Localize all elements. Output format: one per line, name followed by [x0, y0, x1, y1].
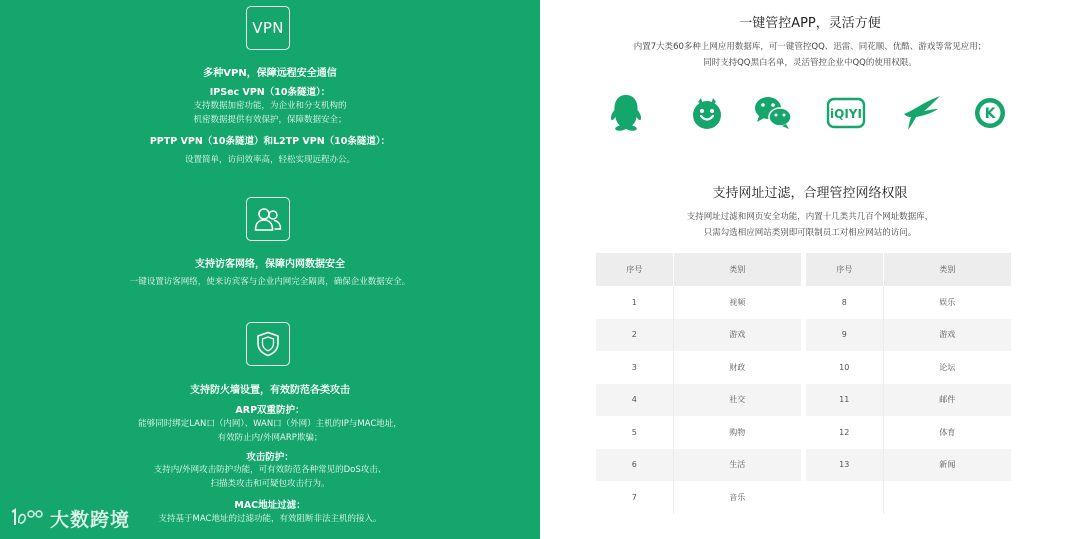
table-row	[596, 351, 801, 384]
firewall-title: 支持防火墙设置，有效防范各类攻击	[190, 385, 350, 396]
watermark-logo	[10, 505, 130, 532]
row-category: 生活	[673, 449, 801, 482]
table-row	[596, 416, 801, 449]
pptp-desc-line1: 设置简单，访问效率高，轻松实现远程办公。	[184, 155, 355, 165]
row-number: 3	[596, 351, 673, 384]
url-category-table-left	[596, 253, 801, 514]
qq-icon	[605, 92, 647, 134]
watermark-logo-mark	[10, 506, 46, 532]
vpn-icon-label: VPN	[252, 19, 284, 37]
vpn-title: 多种VPN，保障远程安全通信	[203, 68, 337, 79]
app-control-desc-line1: 内置7大类60多种上网应用数据库，可一键管控QQ、迅雷、同花顺、优酷、游戏等常见应用；	[633, 42, 987, 52]
row-category: 财政	[673, 351, 801, 384]
watermark-text: 大数跨境	[50, 509, 131, 531]
column-header-num: 序号	[806, 253, 883, 286]
url-category-table-right	[806, 253, 1011, 514]
table-row	[806, 481, 1011, 514]
row-category: 社交	[673, 384, 801, 417]
table-row	[806, 384, 1011, 417]
row-category: 音乐	[673, 481, 801, 514]
arp-desc-line2: 有效防止内/外网ARP欺骗；	[217, 433, 323, 443]
table-row	[596, 384, 801, 417]
row-category: 邮件	[883, 384, 1011, 417]
mac-desc-line1: 支持基于MAC地址的过滤功能，有效阻断非法主机的接入。	[158, 514, 382, 524]
row-category: 游戏	[673, 319, 801, 352]
arp-title: ARP双重防护：	[235, 405, 305, 416]
row-number: 8	[806, 286, 883, 319]
attack-desc-line1: 支持内/外网攻击防护功能，可有效防范各种常见的DoS攻击、	[153, 465, 387, 475]
row-category: 论坛	[883, 351, 1011, 384]
users-icon-graphic	[254, 206, 282, 232]
url-filter-desc-line2: 只需勾选相应网站类别即可限制员工对相应网站的访问。	[703, 228, 917, 238]
row-number: 2	[596, 319, 673, 352]
url-filter-desc-line1: 支持网址过滤和网页安全功能，内置十几类共几百个网址数据库，	[686, 212, 934, 222]
row-number: 5	[596, 416, 673, 449]
row-number: 9	[806, 319, 883, 352]
table-row	[806, 416, 1011, 449]
watermark-logo-icon	[10, 506, 46, 528]
wechat-icon	[752, 92, 794, 134]
users-icon	[246, 197, 290, 241]
mac-title: MAC地址过滤：	[234, 500, 306, 511]
row-category: 新闻	[883, 449, 1011, 482]
row-number: 12	[806, 416, 883, 449]
iqiyi-icon	[825, 92, 867, 134]
row-number	[806, 481, 883, 514]
table-row	[596, 481, 801, 514]
kugou-label: K	[984, 106, 996, 122]
eagle-icon	[900, 92, 942, 134]
shield-icon-graphic	[256, 331, 280, 357]
row-number: 7	[596, 481, 673, 514]
vpn-icon	[246, 6, 290, 50]
row-number: 4	[596, 384, 673, 417]
ipsec-title: IPSec VPN（10条隧道）：	[209, 87, 331, 98]
row-number: 13	[806, 449, 883, 482]
ipsec-desc-line2: 机密数据提供有效保护，保障数据安全；	[193, 115, 347, 125]
row-number: 1	[596, 286, 673, 319]
row-number: 6	[596, 449, 673, 482]
app-control-desc-line2: 同时支持QQ黑白名单，灵活管控企业中QQ的使用权限。	[703, 58, 917, 68]
column-header-num: 序号	[596, 253, 673, 286]
row-category: 体育	[883, 416, 1011, 449]
table-row	[596, 319, 801, 352]
kugou-icon	[969, 92, 1011, 134]
guest-desc-line1: 一键设置访客网络，使来访宾客与企业内网完全隔离，确保企业数据安全。	[129, 277, 411, 287]
attack-title: 攻击防护：	[246, 452, 294, 463]
row-number: 10	[806, 351, 883, 384]
arp-desc-line1: 能够同时绑定LAN口（内网）、WAN口（外网）主机的IP与MAC地址，	[138, 419, 402, 429]
xunlei-icon	[686, 92, 728, 134]
shield-icon	[246, 322, 290, 366]
table-row	[806, 351, 1011, 384]
table-row	[596, 286, 801, 319]
row-category: 娱乐	[883, 286, 1011, 319]
attack-desc-line2: 扫描类攻击和可疑包攻击行为。	[210, 479, 330, 489]
column-header-category: 类别	[673, 253, 801, 286]
row-category: 游戏	[883, 319, 1011, 352]
table-row	[596, 449, 801, 482]
pptp-title: PPTP VPN（10条隧道）和L2TP VPN（10条隧道）：	[149, 136, 391, 147]
table-row	[806, 449, 1011, 482]
table-row	[806, 286, 1011, 319]
row-category: 购物	[673, 416, 801, 449]
row-number: 11	[806, 384, 883, 417]
url-filter-title: 支持网址过滤，合理管控网络权限	[712, 186, 908, 201]
app-control-title: 一键管控APP，灵活方便	[739, 16, 881, 31]
iqiyi-label: iQIYI	[830, 107, 862, 121]
ipsec-desc-line1: 支持数据加密功能，为企业和分支机构的	[193, 101, 347, 111]
column-header-category: 类别	[883, 253, 1011, 286]
row-category: 视频	[673, 286, 801, 319]
guest-title: 支持访客网络，保障内网数据安全	[195, 259, 345, 270]
table-row	[806, 319, 1011, 352]
right-feature-panel	[540, 0, 1080, 539]
row-category	[883, 481, 1011, 514]
